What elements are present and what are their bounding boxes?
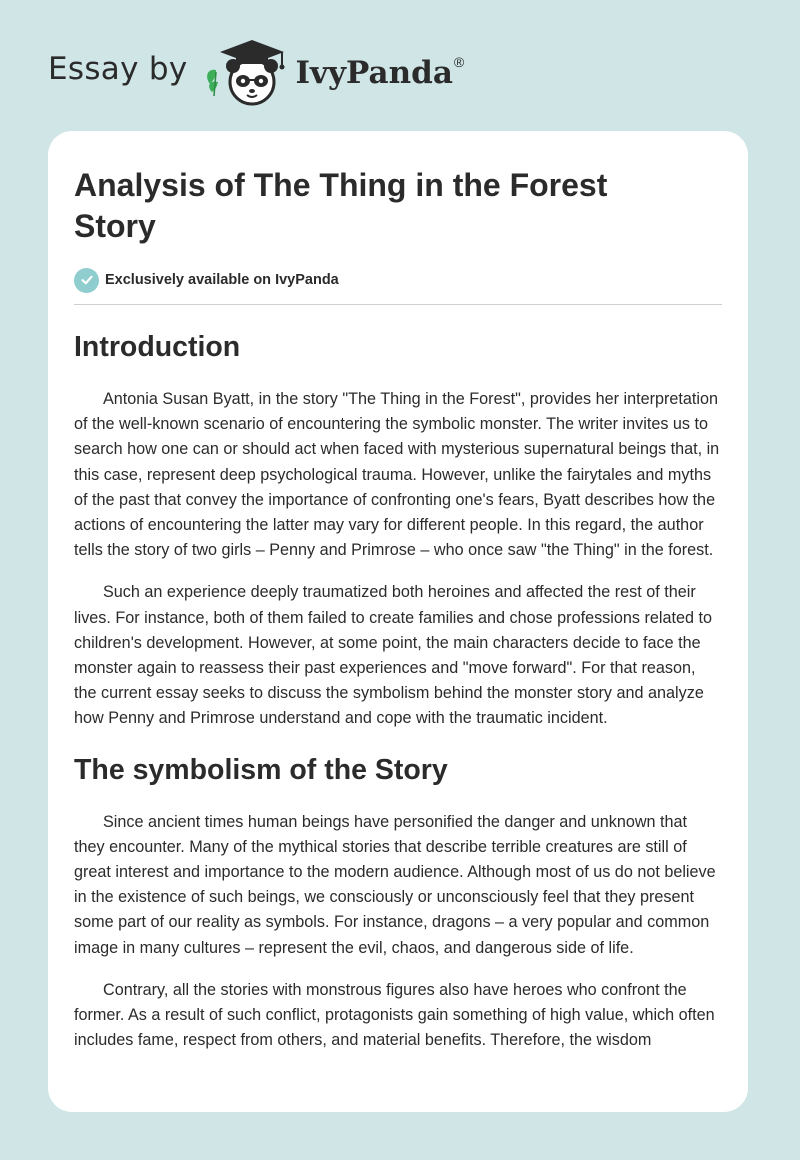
section-heading-introduction: Introduction <box>74 331 241 363</box>
essay-card <box>48 131 748 1112</box>
panda-mascot-icon <box>202 36 294 108</box>
check-icon <box>74 268 99 293</box>
brand-header[interactable] <box>48 36 464 108</box>
page-title: Analysis of The Thing in the Forest Story <box>74 167 608 244</box>
exclusive-label: Exclusively available on IvyPanda <box>105 272 339 288</box>
section-heading-symbolism: The symbolism of the Story <box>74 753 448 786</box>
paragraph: Contrary, all the stories with monstrous figures also have heroes who confront the former. As a result of such conflict, protagonists gain something of high value, which often includes fame, respect from others, and material benefits. Therefore, the wisdom <box>74 980 715 1050</box>
title-divider <box>74 304 722 305</box>
registered-mark: ® <box>453 54 465 70</box>
paragraph: Such an experience deeply traumatized both heroines and affected the rest of their lives. For instance, both of them failed to create families and chose professions related to children's development. However, at some point, the main characters decide to face the monster again to reassess their past experiences and "move forward". For that reason, the current essay seeks to discuss the symbolism behind the monster story and analyze how Penny and Primrose understand and cope with the traumatic incident. <box>74 583 712 728</box>
paragraph: Since ancient times human beings have personified the danger and unknown that they encounter. Many of the mythical stories that describe terrible creatures are still of great interest and importance to the modern audience. Although most of us do not believe in the existence of such beings, we consciously or unconsciously feel that they present some part of our reality as symbols. For instance, dragons – a very popular and common image in many cultures – represent the evil, chaos, and dangerous side of life. <box>74 812 716 957</box>
exclusive-badge <box>74 266 722 294</box>
paragraph: Antonia Susan Byatt, in the story "The Thing in the Forest", provides her interpretation of the well-known scenario of encountering the symbolic monster. The writer invites us to search how one can or should act when faced with mysterious supernatural beings that, in this case, represent deep psychological trauma. However, unlike the fairytales and myths of the past that convey the importance of confronting one's fears, Byatt describes how the actions of encountering the latter may vary for different people. In this regard, the author tells the story of two girls – Penny and Primrose – who once saw "the Thing" in the forest. <box>74 390 720 560</box>
brand-name: IvyPanda <box>295 55 453 91</box>
brand-prefix: Essay by <box>48 51 188 87</box>
